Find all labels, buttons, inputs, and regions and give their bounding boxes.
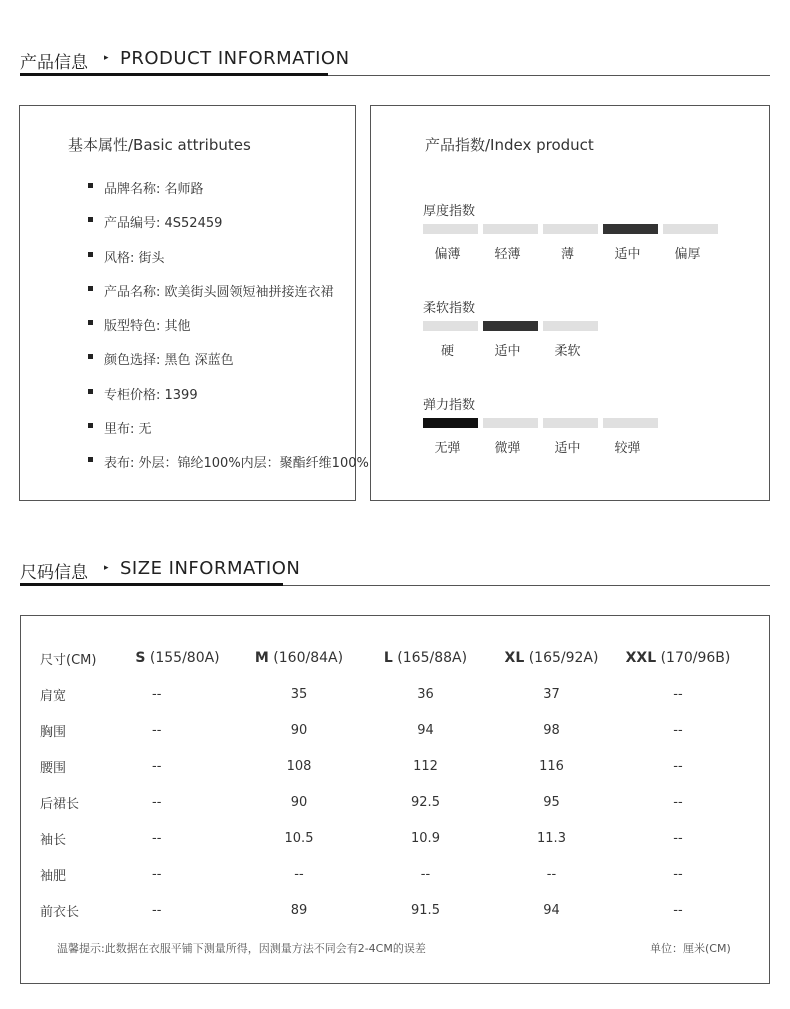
table-row xyxy=(40,820,741,856)
product-info-header xyxy=(20,48,770,78)
arrow-icon: ▸ xyxy=(104,53,109,63)
table-cell: 112 xyxy=(413,758,438,774)
index-option-label: 偏薄 xyxy=(434,247,461,262)
product-info-title-zh: 产品信息 xyxy=(20,53,88,73)
bullet-icon xyxy=(88,423,93,428)
table-cell: 94 xyxy=(417,722,434,738)
index-option-label: 适中 xyxy=(614,247,641,262)
index-bars xyxy=(423,321,475,333)
index-bar-selected xyxy=(423,418,478,428)
attribute-text: 品牌名称: 名师路 xyxy=(104,182,204,197)
attribute-item xyxy=(88,178,369,212)
size-info-title-en: SIZE INFORMATION xyxy=(120,558,301,579)
size-spec: (155/80A) xyxy=(145,650,220,666)
attribute-item xyxy=(88,418,369,452)
bullet-icon xyxy=(88,457,93,462)
index-option-label: 适中 xyxy=(554,441,581,456)
table-cell: 92.5 xyxy=(411,794,440,810)
size-code: XL xyxy=(504,650,525,666)
measurement-note: 温馨提示:此数据在衣服平铺下测量所得，因测量方法不同会有2-4CM的误差 xyxy=(57,942,426,955)
index-options xyxy=(423,243,701,263)
bullet-icon xyxy=(88,320,93,325)
table-cell: -- xyxy=(673,794,683,810)
table-cell: 10.5 xyxy=(284,830,314,846)
table-cell: 98 xyxy=(543,722,560,738)
index-label: 弹力指数 xyxy=(423,398,476,413)
attribute-item xyxy=(88,384,369,418)
index-options xyxy=(423,340,581,360)
table-cell: -- xyxy=(673,686,683,702)
table-row xyxy=(40,856,741,892)
index-product-panel xyxy=(370,105,770,501)
bullet-icon xyxy=(88,252,93,257)
index-bar-selected xyxy=(603,224,658,234)
index-bar xyxy=(663,224,718,234)
index-group xyxy=(423,200,701,263)
index-bar xyxy=(483,224,538,234)
index-bars xyxy=(423,224,475,236)
size-code: S xyxy=(135,650,146,666)
table-cell: 90 xyxy=(290,794,308,810)
index-bar-selected xyxy=(483,321,538,331)
index-label: 柔软指数 xyxy=(423,301,476,316)
table-cell: -- xyxy=(673,902,683,918)
index-option-label: 适中 xyxy=(494,344,521,359)
index-option-label: 微弹 xyxy=(494,441,521,456)
table-cell: 36 xyxy=(417,686,434,702)
table-cell: 116 xyxy=(539,758,564,774)
index-option-label: 较弹 xyxy=(614,441,641,456)
product-info-title-en: PRODUCT INFORMATION xyxy=(120,48,350,69)
index-options xyxy=(423,437,641,457)
size-info-header xyxy=(20,558,770,588)
table-cell: -- xyxy=(546,866,557,882)
table-cell: 35 xyxy=(290,686,308,702)
table-cell: 37 xyxy=(543,686,560,702)
index-bar xyxy=(543,224,598,234)
table-cell: -- xyxy=(673,830,683,846)
table-cell: -- xyxy=(294,866,304,882)
index-group xyxy=(423,394,641,457)
table-cell: 91.5 xyxy=(411,902,440,918)
row-label: 前衣长 xyxy=(40,904,80,920)
size-code: L xyxy=(383,650,393,666)
row-label: 袖肥 xyxy=(40,868,67,884)
attribute-item xyxy=(88,452,369,486)
size-spec: (170/96B) xyxy=(656,650,731,666)
attribute-item xyxy=(88,281,369,315)
attribute-text: 颜色选择: 黑色 深蓝色 xyxy=(104,353,234,369)
attribute-item xyxy=(88,315,369,349)
attribute-text: 里布: 无 xyxy=(104,422,152,438)
size-spec: (165/88A) xyxy=(392,650,468,666)
index-bar xyxy=(483,418,538,428)
size-spec: (165/92A) xyxy=(524,650,599,666)
table-row xyxy=(40,784,741,820)
size-table xyxy=(40,640,741,928)
index-option-label: 柔软 xyxy=(554,344,581,359)
row-label: 后裙长 xyxy=(40,796,80,812)
index-group xyxy=(423,297,581,360)
size-column-header xyxy=(488,640,615,676)
attribute-list xyxy=(88,178,369,487)
row-label: 腰围 xyxy=(40,760,67,776)
index-bar xyxy=(423,321,478,331)
size-column-header xyxy=(615,640,741,676)
size-table-header xyxy=(40,640,741,676)
table-cell: 10.9 xyxy=(411,830,440,846)
size-code: XXL xyxy=(625,650,657,666)
table-row xyxy=(40,676,741,712)
row-label: 胸围 xyxy=(40,724,67,740)
table-cell: -- xyxy=(152,794,162,810)
divider-accent xyxy=(20,583,283,586)
arrow-icon: ▸ xyxy=(104,563,109,573)
index-product-title: 产品指数/Index product xyxy=(425,136,594,154)
attribute-text: 风格: 街头 xyxy=(104,250,165,266)
size-column-header xyxy=(363,640,488,676)
index-bar xyxy=(543,418,598,428)
index-bar xyxy=(423,224,478,234)
bullet-icon xyxy=(88,389,93,394)
index-option-label: 硬 xyxy=(440,344,454,359)
size-spec: (160/84A) xyxy=(268,650,344,666)
attribute-text: 产品名称: 欧美街头圆领短袖拼接连衣裙 xyxy=(104,284,334,300)
unit-label: 单位：厘米(CM) xyxy=(650,942,731,955)
bullet-icon xyxy=(88,217,93,222)
table-cell: 95 xyxy=(543,794,560,810)
index-option-label: 薄 xyxy=(560,247,574,262)
table-row xyxy=(40,712,741,748)
table-row xyxy=(40,892,741,928)
attribute-item xyxy=(88,212,369,246)
table-cell: 94 xyxy=(543,902,560,918)
size-corner-label: 尺寸(CM) xyxy=(40,652,97,668)
attribute-text: 专柜价格: 1399 xyxy=(104,387,198,403)
table-cell: -- xyxy=(673,722,683,738)
index-bar xyxy=(543,321,598,331)
table-cell: -- xyxy=(152,866,162,882)
table-cell: 90 xyxy=(290,722,308,738)
size-info-title-zh: 尺码信息 xyxy=(20,563,88,583)
table-cell: -- xyxy=(152,686,162,702)
index-bars xyxy=(423,418,475,430)
row-label: 袖长 xyxy=(40,832,67,848)
table-cell: -- xyxy=(152,758,162,774)
table-cell: -- xyxy=(673,866,683,882)
table-row xyxy=(40,748,741,784)
table-cell: -- xyxy=(152,830,162,846)
attribute-item xyxy=(88,247,369,281)
attribute-item xyxy=(88,349,369,383)
attribute-text: 表布: 外层：锦纶100%内层：聚酯纤维100% xyxy=(104,456,369,472)
size-column-header xyxy=(235,640,363,676)
index-label: 厚度指数 xyxy=(423,204,476,219)
index-option-label: 轻薄 xyxy=(494,247,521,262)
row-label: 肩宽 xyxy=(40,688,67,704)
table-cell: -- xyxy=(152,902,162,918)
bullet-icon xyxy=(88,286,93,291)
table-cell: 108 xyxy=(286,758,312,774)
index-option-label: 无弹 xyxy=(434,441,461,456)
basic-attributes-title: 基本属性/Basic attributes xyxy=(68,136,251,154)
table-cell: -- xyxy=(152,722,162,738)
basic-attributes-panel xyxy=(19,105,369,501)
attribute-text: 产品编号: 4S52459 xyxy=(104,216,223,232)
table-cell: 11.3 xyxy=(537,830,566,846)
bullet-icon xyxy=(88,354,93,359)
size-column-header xyxy=(120,640,235,676)
table-cell: 89 xyxy=(290,902,308,918)
table-cell: -- xyxy=(673,758,683,774)
attribute-text: 版型特色: 其他 xyxy=(104,319,191,335)
size-code: M xyxy=(254,650,269,666)
divider-accent xyxy=(20,73,328,76)
table-cell: -- xyxy=(420,866,431,882)
index-bar xyxy=(603,418,658,428)
index-option-label: 偏厚 xyxy=(674,247,701,262)
bullet-icon xyxy=(88,183,93,188)
